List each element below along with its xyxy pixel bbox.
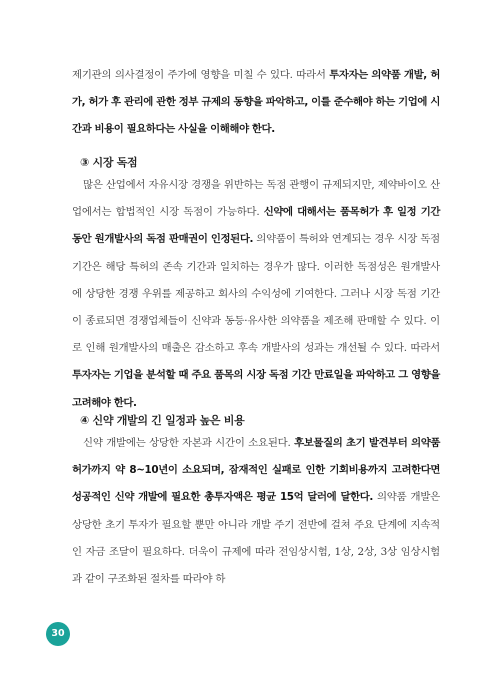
paragraph-text: 의약품이 특허와 연계되는 경우 시장 독점 기간은 해당 특허의 존속 기간과 일치하는 경우가 많다. 이러한 독점성은 원개발사에 상당한 경쟁 우위를 제공하고 회사의 수익성에 기여한다. 그러나 시장 독점 기간이 종료되면 경쟁업체들이 신약과 동등·유사한 의약품을 제조해 판매할 수 있다. 이로 인해 원개발사의 매출은 감소하고 후속 개발사의 성과는 개선될 수 있다. 따라서 [72, 233, 440, 355]
paragraph-market-exclusivity [72, 172, 440, 417]
paragraph-emphasis: 투자자는 기업을 분석할 때 주요 품목의 시장 독점 기간 만료일을 파악하고 그 영향을 고려해야 한다. [72, 369, 440, 409]
paragraph-emphasis: 투자자는 의약품 개발, 허가, 허가 후 관리에 관한 정부 규제의 동향을 파악하고, 이를 준수해야 하는 기업에 시간과 비용이 필요하다는 사실을 이해해야 한다. [72, 69, 440, 136]
paragraph-emphasis: 신약에 대해서는 품목허가 후 일정 기간 동안 원개발사의 독점 판매권이 인정된다. [72, 206, 440, 246]
paragraph-development-cost [72, 430, 440, 593]
paragraph-text: 제기관의 의사결정이 주가에 영향을 미칠 수 있다. 따라서 [72, 69, 330, 81]
section-heading-development-cost: ④ 신약 개발의 긴 일정과 높은 비용 [80, 414, 245, 427]
paragraph-text: 많은 산업에서 자유시장 경쟁을 위반하는 독점 관행이 규제되지만, 제약바이오 산업에서는 합법적인 시장 독점이 가능하다. [72, 179, 440, 219]
paragraph-text: 의약품 개발은 상당한 초기 투자가 필요할 뿐만 아니라 개발 주기 전반에 걸쳐 주요 단계에 지속적인 자금 조달이 필요하다. 더욱이 규제에 따라 전임상시험, 1상, 2상, 3상 임상시험과 같이 구조화된 절차를 따라야 하 [72, 491, 441, 586]
paragraph-emphasis: 후보물질의 초기 발견부터 의약품 허가까지 약 8~10년이 소요되며, 잠재적인 실패로 인한 기회비용까지 고려한다면 성공적인 신약 개발에 필요한 총투자액은 평균 15억 달러에 달한다. [72, 437, 440, 504]
paragraph-regulation [72, 62, 440, 144]
page-number-badge: 30 [46, 622, 70, 646]
paragraph-text: 신약 개발에는 상당한 자본과 시간이 소요된다. [83, 437, 295, 449]
section-heading-market-exclusivity: ③ 시장 독점 [80, 156, 138, 169]
